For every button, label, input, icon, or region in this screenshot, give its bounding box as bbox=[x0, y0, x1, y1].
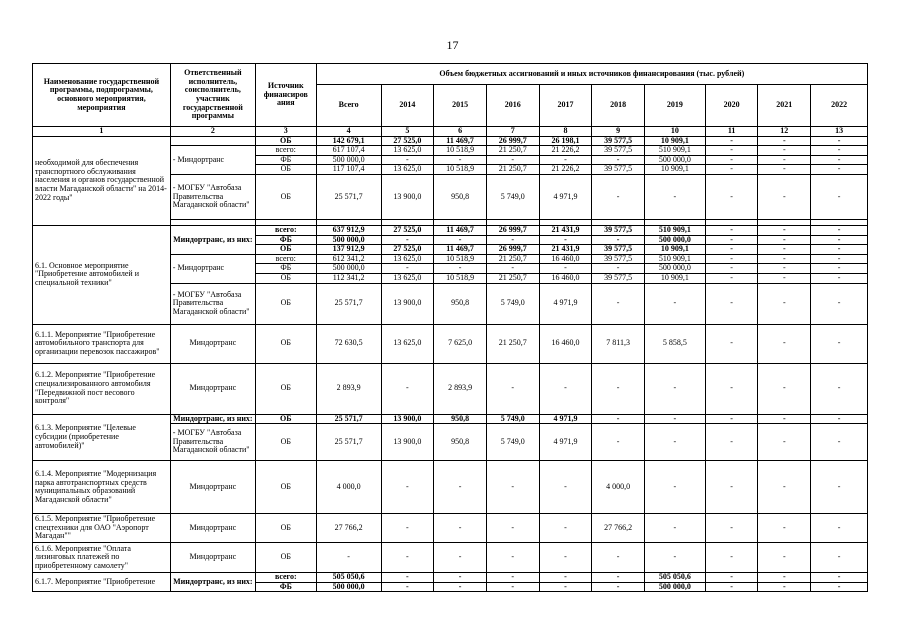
year-value-cell: - bbox=[592, 424, 645, 461]
year-value-cell: - bbox=[644, 174, 705, 219]
year-value-cell: - bbox=[486, 235, 539, 245]
year-value-cell: - bbox=[644, 363, 705, 414]
year-value-cell: - bbox=[758, 273, 811, 283]
source-cell: ОБ bbox=[255, 273, 316, 283]
year-value-cell: - bbox=[758, 543, 811, 573]
year-value-cell: 510 909,1 bbox=[644, 254, 705, 264]
total-value-cell: 117 107,4 bbox=[316, 165, 381, 175]
year-value-cell: - bbox=[644, 424, 705, 461]
year-value-cell: 500 000,0 bbox=[644, 582, 705, 592]
year-value-cell: - bbox=[381, 543, 434, 573]
year-value-cell: - bbox=[539, 573, 592, 583]
year-value-cell: - bbox=[811, 146, 868, 156]
year-value-cell: - bbox=[381, 514, 434, 543]
index-cell: 12 bbox=[758, 127, 811, 137]
index-row bbox=[33, 127, 868, 137]
table-row bbox=[33, 573, 868, 583]
table-row bbox=[33, 543, 868, 573]
year-value-cell: 500 000,0 bbox=[644, 155, 705, 165]
year-value-cell: 10 909,1 bbox=[644, 245, 705, 255]
year-value-cell: 26 999,7 bbox=[486, 245, 539, 255]
year-value-cell: - bbox=[705, 264, 758, 274]
year-value-cell: - bbox=[811, 165, 868, 175]
year-value-cell: - bbox=[381, 235, 434, 245]
year-value-cell: - bbox=[539, 582, 592, 592]
year-value-cell: - bbox=[811, 582, 868, 592]
index-cell: 4 bbox=[316, 127, 381, 137]
source-cell: ФБ bbox=[255, 155, 316, 165]
header-executor: Ответственный исполнитель, соисполнитель, участник государственной программы bbox=[170, 64, 255, 127]
year-value-cell: - bbox=[705, 273, 758, 283]
header-year: 2017 bbox=[539, 85, 592, 127]
year-value-cell: - bbox=[539, 363, 592, 414]
year-value-cell: - bbox=[705, 136, 758, 146]
year-value-cell: - bbox=[486, 363, 539, 414]
year-value-cell: 510 909,1 bbox=[644, 225, 705, 235]
index-cell: 8 bbox=[539, 127, 592, 137]
year-value-cell: 10 909,1 bbox=[644, 165, 705, 175]
source-cell: всего: bbox=[255, 573, 316, 583]
source-cell: ОБ bbox=[255, 165, 316, 175]
year-value-cell: - bbox=[539, 155, 592, 165]
executor-cell: Миндортранс, из них: bbox=[170, 225, 255, 254]
year-value-cell: 13 625,0 bbox=[381, 273, 434, 283]
year-value-cell: 13 625,0 bbox=[381, 254, 434, 264]
index-cell: 5 bbox=[381, 127, 434, 137]
year-value-cell: - bbox=[705, 174, 758, 219]
year-value-cell: - bbox=[592, 283, 645, 324]
total-value-cell: 500 000,0 bbox=[316, 264, 381, 274]
year-value-cell: 950,8 bbox=[434, 414, 487, 424]
year-value-cell: - bbox=[486, 573, 539, 583]
year-value-cell: 950,8 bbox=[434, 283, 487, 324]
year-value-cell: 21 250,7 bbox=[486, 273, 539, 283]
year-value-cell: - bbox=[705, 424, 758, 461]
year-value-cell: - bbox=[758, 155, 811, 165]
year-value-cell: - bbox=[811, 273, 868, 283]
index-cell: 11 bbox=[705, 127, 758, 137]
header-year: 2022 bbox=[811, 85, 868, 127]
year-value-cell: - bbox=[592, 414, 645, 424]
executor-cell: Миндортранс, из них: bbox=[170, 573, 255, 592]
year-value-cell: - bbox=[758, 165, 811, 175]
year-value-cell: 21 431,9 bbox=[539, 225, 592, 235]
year-value-cell: - bbox=[644, 414, 705, 424]
activity-name-cell: 6.1.7. Мероприятие "Приобретение bbox=[33, 573, 171, 592]
year-value-cell: - bbox=[644, 461, 705, 514]
year-value-cell: - bbox=[705, 582, 758, 592]
header-year: 2020 bbox=[705, 85, 758, 127]
year-value-cell: - bbox=[592, 543, 645, 573]
year-value-cell: - bbox=[811, 424, 868, 461]
year-value-cell: - bbox=[758, 283, 811, 324]
source-cell: ОБ bbox=[255, 461, 316, 514]
year-value-cell: - bbox=[434, 514, 487, 543]
total-value-cell: 142 679,1 bbox=[316, 136, 381, 146]
year-value-cell: - bbox=[758, 146, 811, 156]
header-volume: Объем бюджетных ассигнований и иных источников финансирования (тыс. рублей) bbox=[316, 64, 867, 85]
total-value-cell: 637 912,9 bbox=[316, 225, 381, 235]
year-value-cell: - bbox=[811, 264, 868, 274]
year-value-cell: 10 518,9 bbox=[434, 254, 487, 264]
year-value-cell: 13 625,0 bbox=[381, 146, 434, 156]
year-value-cell: - bbox=[486, 514, 539, 543]
year-value-cell: - bbox=[705, 165, 758, 175]
executor-cell: - Миндортранс bbox=[170, 254, 255, 283]
year-value-cell: - bbox=[592, 582, 645, 592]
year-value-cell: 4 000,0 bbox=[592, 461, 645, 514]
total-value-cell: 25 571,7 bbox=[316, 424, 381, 461]
source-cell: ОБ bbox=[255, 324, 316, 363]
total-value-cell: 25 571,7 bbox=[316, 414, 381, 424]
year-value-cell: 950,8 bbox=[434, 174, 487, 219]
source-cell: ФБ bbox=[255, 235, 316, 245]
source-cell: ОБ bbox=[255, 174, 316, 219]
year-value-cell: - bbox=[592, 264, 645, 274]
year-value-cell: - bbox=[486, 264, 539, 274]
source-cell: ОБ bbox=[255, 136, 316, 146]
total-value-cell: 612 341,2 bbox=[316, 254, 381, 264]
year-value-cell: - bbox=[758, 461, 811, 514]
year-value-cell: - bbox=[381, 582, 434, 592]
year-value-cell: - bbox=[758, 245, 811, 255]
year-value-cell: 7 625,0 bbox=[434, 324, 487, 363]
source-cell: ОБ bbox=[255, 414, 316, 424]
index-cell: 9 bbox=[592, 127, 645, 137]
year-value-cell: - bbox=[486, 155, 539, 165]
activity-name-cell: 6.1. Основное мероприятие "Приобретение автомобилей и специальной техники" bbox=[33, 225, 171, 324]
year-value-cell: 13 625,0 bbox=[381, 324, 434, 363]
year-value-cell: - bbox=[758, 514, 811, 543]
table-row bbox=[33, 363, 868, 414]
total-value-cell: 25 571,7 bbox=[316, 283, 381, 324]
year-value-cell: - bbox=[758, 254, 811, 264]
header-year: 2014 bbox=[381, 85, 434, 127]
executor-cell: Миндортранс bbox=[170, 543, 255, 573]
year-value-cell: 11 469,7 bbox=[434, 245, 487, 255]
year-value-cell: - bbox=[539, 514, 592, 543]
source-cell: ОБ bbox=[255, 424, 316, 461]
table-row bbox=[33, 136, 868, 146]
header-row-1 bbox=[33, 64, 868, 85]
year-value-cell: 4 971,9 bbox=[539, 283, 592, 324]
year-value-cell: 5 749,0 bbox=[486, 283, 539, 324]
year-value-cell: 21 250,7 bbox=[486, 254, 539, 264]
year-value-cell: - bbox=[758, 174, 811, 219]
year-value-cell: - bbox=[811, 543, 868, 573]
year-value-cell: 21 226,2 bbox=[539, 146, 592, 156]
year-value-cell: - bbox=[434, 543, 487, 573]
budget-table bbox=[32, 63, 868, 592]
executor-cell: Миндортранс, из них: bbox=[170, 414, 255, 424]
year-value-cell: - bbox=[381, 461, 434, 514]
year-value-cell: - bbox=[811, 225, 868, 235]
year-value-cell: - bbox=[811, 283, 868, 324]
year-value-cell: - bbox=[486, 461, 539, 514]
executor-cell: - МОГБУ "Автобаза Правительства Магаданской области" bbox=[170, 283, 255, 324]
year-value-cell: - bbox=[811, 573, 868, 583]
activity-name-cell: 6.1.2. Мероприятие "Приобретение специализированного автомобиля "Передвижной пост весового контроля" bbox=[33, 363, 171, 414]
year-value-cell: 21 226,2 bbox=[539, 165, 592, 175]
year-value-cell: - bbox=[758, 414, 811, 424]
year-value-cell: - bbox=[381, 573, 434, 583]
year-value-cell: - bbox=[758, 264, 811, 274]
year-value-cell: - bbox=[592, 363, 645, 414]
header-name: Наименование государственной программы, подпрограммы, основного мероприятия, мероприятия bbox=[33, 64, 171, 127]
executor-cell: Миндортранс bbox=[170, 461, 255, 514]
total-value-cell: 72 630,5 bbox=[316, 324, 381, 363]
year-value-cell: - bbox=[381, 363, 434, 414]
year-value-cell: - bbox=[644, 283, 705, 324]
year-value-cell: 39 577,5 bbox=[592, 146, 645, 156]
year-value-cell: - bbox=[434, 235, 487, 245]
year-value-cell: 27 525,0 bbox=[381, 245, 434, 255]
header-year: 2015 bbox=[434, 85, 487, 127]
year-value-cell: 500 000,0 bbox=[644, 264, 705, 274]
year-value-cell: - bbox=[705, 514, 758, 543]
index-cell: 2 bbox=[170, 127, 255, 137]
year-value-cell: 2 893,9 bbox=[434, 363, 487, 414]
year-value-cell: - bbox=[758, 324, 811, 363]
year-value-cell: - bbox=[592, 155, 645, 165]
source-cell: всего: bbox=[255, 254, 316, 264]
total-value-cell: 27 766,2 bbox=[316, 514, 381, 543]
year-value-cell: - bbox=[811, 245, 868, 255]
year-value-cell: - bbox=[758, 424, 811, 461]
executor-cell: - МОГБУ "Автобаза Правительства Магаданской области" bbox=[170, 424, 255, 461]
source-cell: ОБ bbox=[255, 514, 316, 543]
year-value-cell: - bbox=[539, 264, 592, 274]
year-value-cell: - bbox=[705, 573, 758, 583]
source-cell: всего: bbox=[255, 146, 316, 156]
year-value-cell: - bbox=[811, 461, 868, 514]
year-value-cell: 10 909,1 bbox=[644, 273, 705, 283]
year-value-cell: - bbox=[811, 174, 868, 219]
total-value-cell: 617 107,4 bbox=[316, 146, 381, 156]
index-cell: 7 bbox=[486, 127, 539, 137]
year-value-cell: - bbox=[758, 235, 811, 245]
year-value-cell: 7 811,3 bbox=[592, 324, 645, 363]
year-value-cell: - bbox=[381, 264, 434, 274]
year-value-cell: - bbox=[539, 235, 592, 245]
total-value-cell: 4 000,0 bbox=[316, 461, 381, 514]
total-value-cell: 500 000,0 bbox=[316, 582, 381, 592]
year-value-cell: - bbox=[811, 254, 868, 264]
year-value-cell: 26 999,7 bbox=[486, 225, 539, 235]
year-value-cell: - bbox=[592, 573, 645, 583]
year-value-cell: 4 971,9 bbox=[539, 174, 592, 219]
total-value-cell: - bbox=[316, 543, 381, 573]
year-value-cell: 5 749,0 bbox=[486, 174, 539, 219]
year-value-cell: 26 999,7 bbox=[486, 136, 539, 146]
activity-name-cell: 6.1.6. Мероприятие "Оплата лизинговых платежей по приобретенному самолету" bbox=[33, 543, 171, 573]
year-value-cell: 4 971,9 bbox=[539, 414, 592, 424]
source-cell: ФБ bbox=[255, 582, 316, 592]
year-value-cell: - bbox=[705, 254, 758, 264]
year-value-cell: - bbox=[758, 136, 811, 146]
year-value-cell: - bbox=[705, 146, 758, 156]
total-value-cell: 137 912,9 bbox=[316, 245, 381, 255]
year-value-cell: 11 469,7 bbox=[434, 225, 487, 235]
year-value-cell: 39 577,5 bbox=[592, 136, 645, 146]
year-value-cell: 16 460,0 bbox=[539, 254, 592, 264]
header-year: 2019 bbox=[644, 85, 705, 127]
year-value-cell: 13 900,0 bbox=[381, 174, 434, 219]
year-value-cell: - bbox=[486, 543, 539, 573]
header-year: 2016 bbox=[486, 85, 539, 127]
executor-cell: Миндортранс bbox=[170, 363, 255, 414]
source-cell: ОБ bbox=[255, 543, 316, 573]
year-value-cell: 5 858,5 bbox=[644, 324, 705, 363]
index-cell: 13 bbox=[811, 127, 868, 137]
year-value-cell: - bbox=[811, 363, 868, 414]
year-value-cell: - bbox=[705, 543, 758, 573]
year-value-cell: - bbox=[758, 225, 811, 235]
table-row bbox=[33, 225, 868, 235]
year-value-cell: - bbox=[592, 235, 645, 245]
page-number: 17 bbox=[446, 38, 459, 52]
header-year: 2021 bbox=[758, 85, 811, 127]
year-value-cell: - bbox=[811, 155, 868, 165]
year-value-cell: 39 577,5 bbox=[592, 245, 645, 255]
year-value-cell: - bbox=[644, 514, 705, 543]
activity-name-cell: 6.1.1. Мероприятие "Приобретение автомобильного транспорта для организации перевозок пассажиров" bbox=[33, 324, 171, 363]
year-value-cell: - bbox=[705, 324, 758, 363]
table-row bbox=[33, 324, 868, 363]
year-value-cell: 10 518,9 bbox=[434, 165, 487, 175]
total-value-cell: 500 000,0 bbox=[316, 235, 381, 245]
year-value-cell: 10 518,9 bbox=[434, 273, 487, 283]
year-value-cell: - bbox=[644, 543, 705, 573]
year-value-cell: 5 749,0 bbox=[486, 424, 539, 461]
year-value-cell: - bbox=[705, 283, 758, 324]
table-row bbox=[33, 514, 868, 543]
year-value-cell: - bbox=[811, 414, 868, 424]
year-value-cell: - bbox=[705, 414, 758, 424]
year-value-cell: 27 525,0 bbox=[381, 225, 434, 235]
total-value-cell: 500 000,0 bbox=[316, 155, 381, 165]
year-value-cell: - bbox=[705, 155, 758, 165]
year-value-cell: - bbox=[705, 245, 758, 255]
year-value-cell: - bbox=[811, 235, 868, 245]
year-value-cell: 21 250,7 bbox=[486, 324, 539, 363]
year-value-cell: 13 900,0 bbox=[381, 424, 434, 461]
year-value-cell: - bbox=[811, 324, 868, 363]
year-value-cell: 11 469,7 bbox=[434, 136, 487, 146]
header-year: 2018 bbox=[592, 85, 645, 127]
year-value-cell: - bbox=[539, 461, 592, 514]
year-value-cell: - bbox=[758, 363, 811, 414]
year-value-cell: - bbox=[486, 582, 539, 592]
executor-cell: Миндортранс bbox=[170, 324, 255, 363]
year-value-cell: - bbox=[705, 235, 758, 245]
year-value-cell: 26 198,1 bbox=[539, 136, 592, 146]
year-value-cell: - bbox=[539, 543, 592, 573]
year-value-cell: - bbox=[705, 461, 758, 514]
activity-name-cell: 6.1.4. Мероприятие "Модернизация парка автотранспортных средств муниципальных образований Магаданской области" bbox=[33, 461, 171, 514]
total-value-cell: 25 571,7 bbox=[316, 174, 381, 219]
executor-cell: Миндортранс bbox=[170, 514, 255, 543]
year-value-cell: - bbox=[592, 174, 645, 219]
source-cell: ФБ bbox=[255, 264, 316, 274]
year-value-cell: 39 577,5 bbox=[592, 254, 645, 264]
table-row bbox=[33, 414, 868, 424]
year-value-cell: 13 900,0 bbox=[381, 283, 434, 324]
year-value-cell: - bbox=[811, 514, 868, 543]
year-value-cell: - bbox=[705, 225, 758, 235]
executor-cell: - МОГБУ "Автобаза Правительства Магаданской области" bbox=[170, 174, 255, 219]
source-cell: ОБ bbox=[255, 363, 316, 414]
year-value-cell: 21 250,7 bbox=[486, 165, 539, 175]
year-value-cell: 5 749,0 bbox=[486, 414, 539, 424]
year-value-cell: 16 460,0 bbox=[539, 324, 592, 363]
header-source: Источник финансиров ания bbox=[255, 64, 316, 127]
year-value-cell: 13 625,0 bbox=[381, 165, 434, 175]
year-value-cell: 39 577,5 bbox=[592, 165, 645, 175]
header-total: Всего bbox=[316, 85, 381, 127]
year-value-cell: - bbox=[434, 573, 487, 583]
table-row bbox=[33, 461, 868, 514]
year-value-cell: - bbox=[705, 363, 758, 414]
year-value-cell: 510 909,1 bbox=[644, 146, 705, 156]
source-cell: всего: bbox=[255, 225, 316, 235]
activity-name-cell: необходимой для обеспечения транспортного обслуживания населения и органов государственной власти Магаданской области" на 2014-2022 годы" bbox=[33, 136, 171, 225]
year-value-cell: 39 577,5 bbox=[592, 273, 645, 283]
index-cell: 1 bbox=[33, 127, 171, 137]
activity-name-cell: 6.1.5. Мероприятие "Приобретение спецтехники для ОАО "Аэропорт Магадан"" bbox=[33, 514, 171, 543]
index-cell: 3 bbox=[255, 127, 316, 137]
executor-cell: - Миндортранс bbox=[170, 146, 255, 175]
year-value-cell: 10 518,9 bbox=[434, 146, 487, 156]
year-value-cell: - bbox=[381, 155, 434, 165]
year-value-cell: - bbox=[434, 582, 487, 592]
year-value-cell: 505 050,6 bbox=[644, 573, 705, 583]
year-value-cell: 13 900,0 bbox=[381, 414, 434, 424]
executor-cell bbox=[170, 136, 255, 146]
year-value-cell: 500 000,0 bbox=[644, 235, 705, 245]
year-value-cell: - bbox=[434, 461, 487, 514]
year-value-cell: 27 525,0 bbox=[381, 136, 434, 146]
activity-name-cell: 6.1.3. Мероприятие "Целевые субсидии (приобретение автомобилей)" bbox=[33, 414, 171, 461]
index-cell: 6 bbox=[434, 127, 487, 137]
source-cell: ОБ bbox=[255, 283, 316, 324]
year-value-cell: 16 460,0 bbox=[539, 273, 592, 283]
year-value-cell: - bbox=[434, 155, 487, 165]
year-value-cell: 21 431,9 bbox=[539, 245, 592, 255]
year-value-cell: - bbox=[758, 573, 811, 583]
year-value-cell: 39 577,5 bbox=[592, 225, 645, 235]
year-value-cell: 21 250,7 bbox=[486, 146, 539, 156]
year-value-cell: - bbox=[758, 582, 811, 592]
index-cell: 10 bbox=[644, 127, 705, 137]
source-cell: ОБ bbox=[255, 245, 316, 255]
total-value-cell: 112 341,2 bbox=[316, 273, 381, 283]
year-value-cell: - bbox=[811, 136, 868, 146]
total-value-cell: 505 050,6 bbox=[316, 573, 381, 583]
year-value-cell: 950,8 bbox=[434, 424, 487, 461]
year-value-cell: 27 766,2 bbox=[592, 514, 645, 543]
year-value-cell: - bbox=[434, 264, 487, 274]
total-value-cell: 2 893,9 bbox=[316, 363, 381, 414]
year-value-cell: 10 909,1 bbox=[644, 136, 705, 146]
year-value-cell: 4 971,9 bbox=[539, 424, 592, 461]
